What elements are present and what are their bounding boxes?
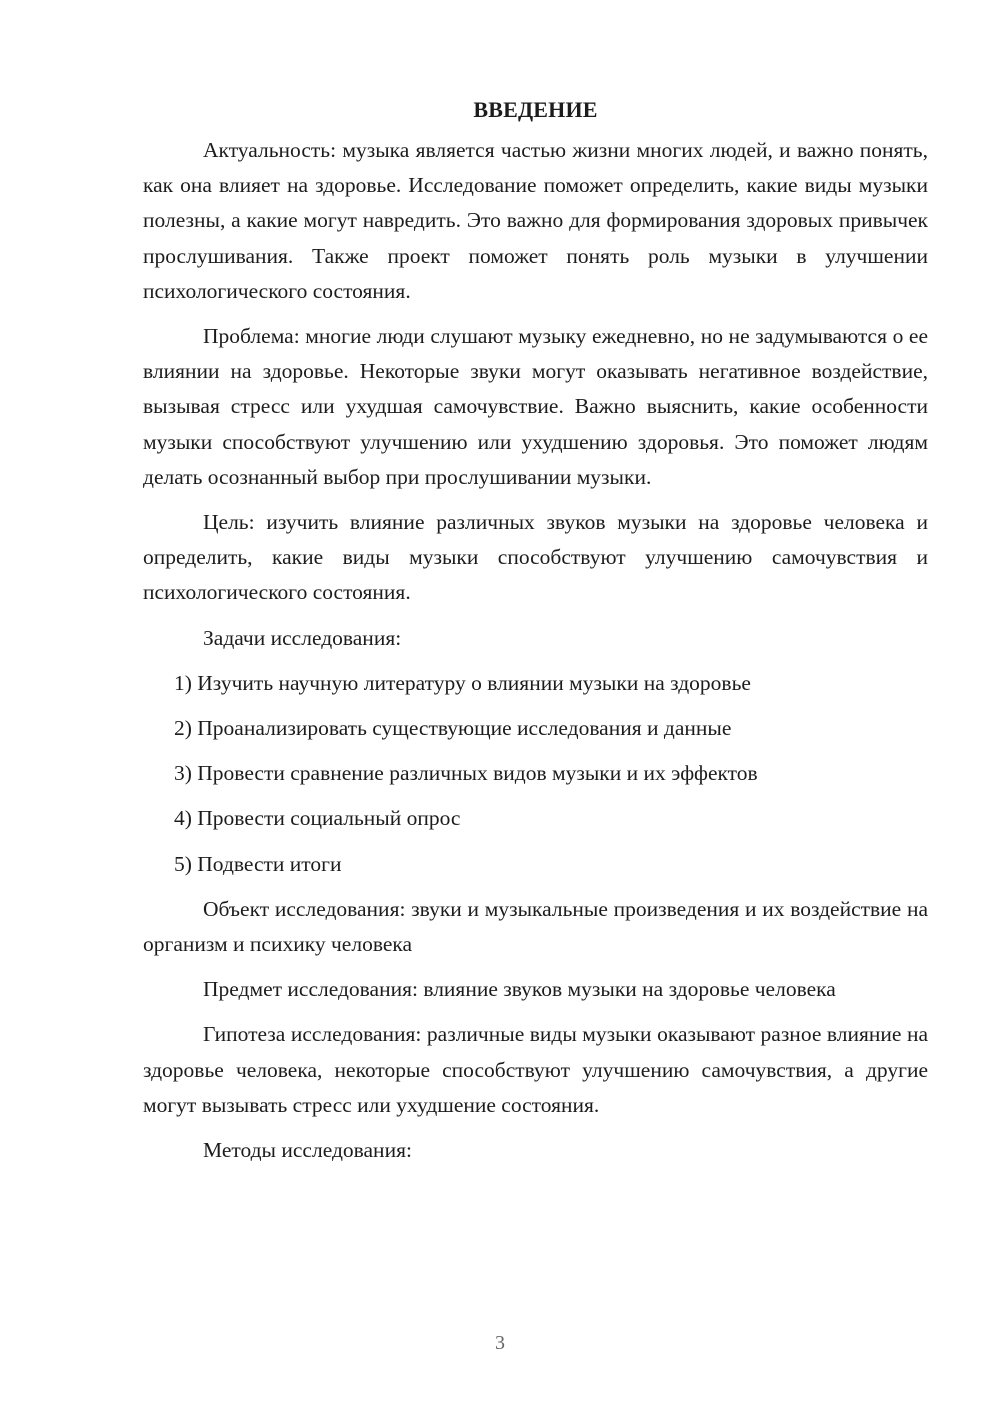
methods-heading: Методы исследования:	[203, 1138, 412, 1163]
list-item: 2) Проанализировать существующие исследования и данные	[174, 716, 732, 741]
list-item: 5) Подвести итоги	[174, 851, 342, 876]
goal-paragraph: Цель: изучить влияние различных звуков музыки на здоровье человека и определить, какие виды музыки способствуют улучшению самочувствия и психологического состояния.	[143, 510, 928, 605]
page-number: 3	[495, 1332, 505, 1354]
tasks-heading: Задачи исследования:	[203, 625, 402, 650]
relevance-paragraph: Актуальность: музыка является частью жизни многих людей, и важно понять, как она влияет на здоровье. Исследование поможет определить, какие виды музыки полезны, а какие могут навредить. Это важно для формирования здоровых привычек прослушивания. Также проект поможет понять роль музыки в улучшении психологического состояния.	[143, 138, 928, 303]
hypothesis-paragraph: Гипотеза исследования: различные виды музыки оказывают разное влияние на здоровье человека, некоторые способствуют улучшению самочувствия, а другие могут вызывать стресс или ухудшение состояния.	[143, 1022, 928, 1117]
list-item: 3) Провести сравнение различных видов музыки и их эффектов	[174, 761, 758, 786]
page-title: ВВЕДЕНИЕ	[473, 97, 598, 122]
list-item: 4) Провести социальный опрос	[174, 806, 461, 831]
problem-paragraph: Проблема: многие люди слушают музыку ежедневно, но не задумываются о ее влиянии на здоровье. Некоторые звуки могут оказывать негативное воздействие, вызывая стресс или ухудшая самочувствие. Важно выяснить, какие особенности музыки способствуют улучшению или ухудшению здоровья. Это поможет людям делать осознанный выбор при прослушивании музыки.	[143, 324, 928, 489]
list-item: 1) Изучить научную литературу о влиянии музыки на здоровье	[174, 670, 751, 695]
object-paragraph: Объект исследования: звуки и музыкальные произведения и их воздействие на организм и психику человека	[143, 896, 928, 957]
subject-paragraph: Предмет исследования: влияние звуков музыки на здоровье человека	[203, 977, 836, 1002]
tasks-list	[143, 666, 928, 882]
document-page	[143, 90, 928, 1168]
